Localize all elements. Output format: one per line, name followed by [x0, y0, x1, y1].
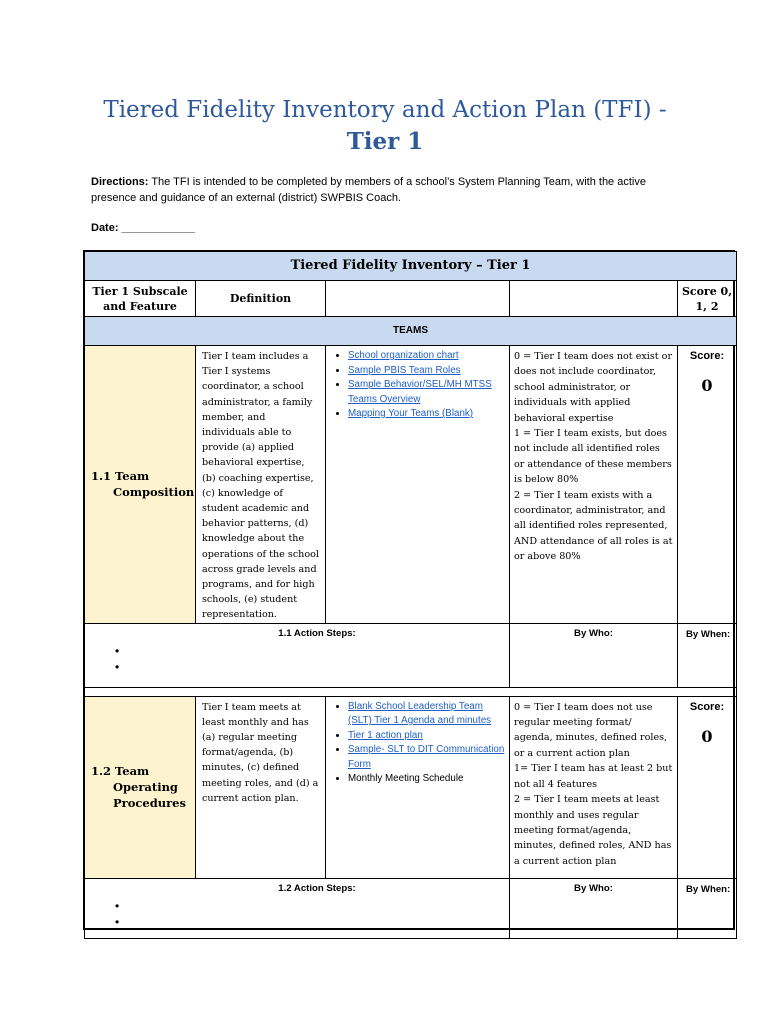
col-header-subscale: Tier 1 Subscale and Feature [85, 281, 196, 317]
row-gap [85, 687, 737, 696]
score-value[interactable]: 0 [701, 726, 713, 746]
by-who-1-1[interactable]: By Who: [510, 623, 678, 687]
resource-link[interactable]: Sample- SLT to DIT Communication Form [348, 744, 505, 770]
criteria-1-2 [510, 696, 678, 878]
action-row-1-2 [85, 878, 737, 938]
directions-text: The TFI is intended to be completed by members of a school’s System Planning Team, with the active presence and guidance of an external (district) SWPBIS Coach. [91, 176, 646, 204]
section-teams: TEAMS [85, 317, 737, 346]
criteria-item: 0 = Tier I team does not use regular meeting format/ agenda, minutes, defined roles, or a current action plan [514, 701, 668, 759]
feature-name: Composition [113, 485, 195, 500]
document-title-line2: Tier 1 [346, 128, 424, 155]
criteria-item: 0 = Tier I team does not exist or does not include coordinator, school administrator, or individuals with applied behavioral expertise [514, 351, 673, 424]
resource-link[interactable]: Blank School Leadership Team (SLT) Tier 1 Agenda and minutes [348, 700, 492, 727]
score-label: Score: [689, 350, 725, 362]
resource-link[interactable]: Sample Behavior/SEL/MH MTSS Teams Overview [348, 379, 492, 405]
date-field[interactable]: Date: ____________ [91, 222, 195, 234]
col-header-definition: Definition [196, 281, 326, 317]
criteria-item: 1= Tier I team has at least 2 but not all 4 features [514, 763, 673, 790]
action-bullets[interactable]: • • [115, 898, 120, 929]
score-cell-1-2[interactable] [678, 696, 737, 878]
action-steps-1-1[interactable] [85, 623, 510, 687]
col-header-resources [326, 281, 510, 317]
action-steps-label: 1.2 Action Steps: [278, 882, 356, 894]
resource-text: Monthly Meeting Schedule [348, 773, 464, 785]
feature-name: Operating Procedures [113, 780, 186, 811]
feature-1-1 [85, 346, 196, 624]
resources-1-2 [326, 696, 510, 878]
directions-paragraph [91, 174, 691, 206]
by-who-1-2[interactable]: By Who: [510, 878, 678, 938]
by-when-1-2[interactable]: By When: [678, 878, 737, 938]
resources-1-1 [326, 346, 510, 624]
by-when-1-1[interactable]: By When: [678, 623, 737, 687]
document-title-line1: Tiered Fidelity Inventory and Action Plan (TFI) - [103, 97, 667, 123]
action-bullets[interactable]: • • [115, 643, 120, 674]
tfi-table [84, 251, 737, 939]
definition-1-2: Tier I team meets at least monthly and has (a) regular meeting format/agenda, (b) minutes, (c) defined meeting roles, and (d) a current action plan. [196, 696, 326, 878]
definition-1-1: Tier I team includes a Tier I systems coordinator, a school administrator, a family member, and individuals able to provide (a) applied behavioral expertise, (b) coaching expertise, (c) knowledge of student academic and behavior patterns, (d) knowledge about the operations of the school across grade levels and programs, and for high schools, (e) student representation. [196, 346, 326, 624]
score-value[interactable]: 0 [701, 376, 713, 395]
action-steps-1-2[interactable] [85, 878, 510, 938]
col-header-criteria [510, 281, 678, 317]
criteria-item: 2 = Tier I team exists with a coordinator, administrator, and all identified roles represented, AND attendance of all roles is at or above 80% [514, 489, 673, 563]
col-header-score: Score 0, 1, 2 [678, 281, 737, 317]
feature-1-2 [85, 696, 196, 878]
criteria-item: 1 = Tier I team exists, but does not include all identified roles or attendance of these members is below 80% [514, 428, 672, 486]
resource-link[interactable]: Tier 1 action plan [348, 729, 423, 741]
action-steps-label: 1.1 Action Steps: [278, 627, 356, 639]
criteria-1-1 [510, 346, 678, 624]
directions-label: Directions: [91, 176, 149, 188]
score-label: Score: [689, 700, 725, 713]
table-header: Tiered Fidelity Inventory – Tier 1 [85, 252, 737, 281]
table-row [85, 696, 737, 878]
score-cell-1-1[interactable] [678, 346, 737, 624]
table-row [85, 346, 737, 624]
resource-link[interactable]: Mapping Your Teams (Blank) [348, 408, 474, 419]
action-row-1-1 [85, 623, 737, 687]
criteria-item: 2 = Tier I team meets at least monthly and uses regular meeting format/agenda, minutes, defined roles, AND has a current action plan [514, 794, 672, 867]
resource-link[interactable]: School organization chart [348, 350, 459, 361]
feature-number: 1.1 Team [91, 469, 150, 484]
resource-link[interactable]: Sample PBIS Team Roles [348, 364, 461, 376]
feature-number: 1.2 Team [91, 764, 150, 779]
